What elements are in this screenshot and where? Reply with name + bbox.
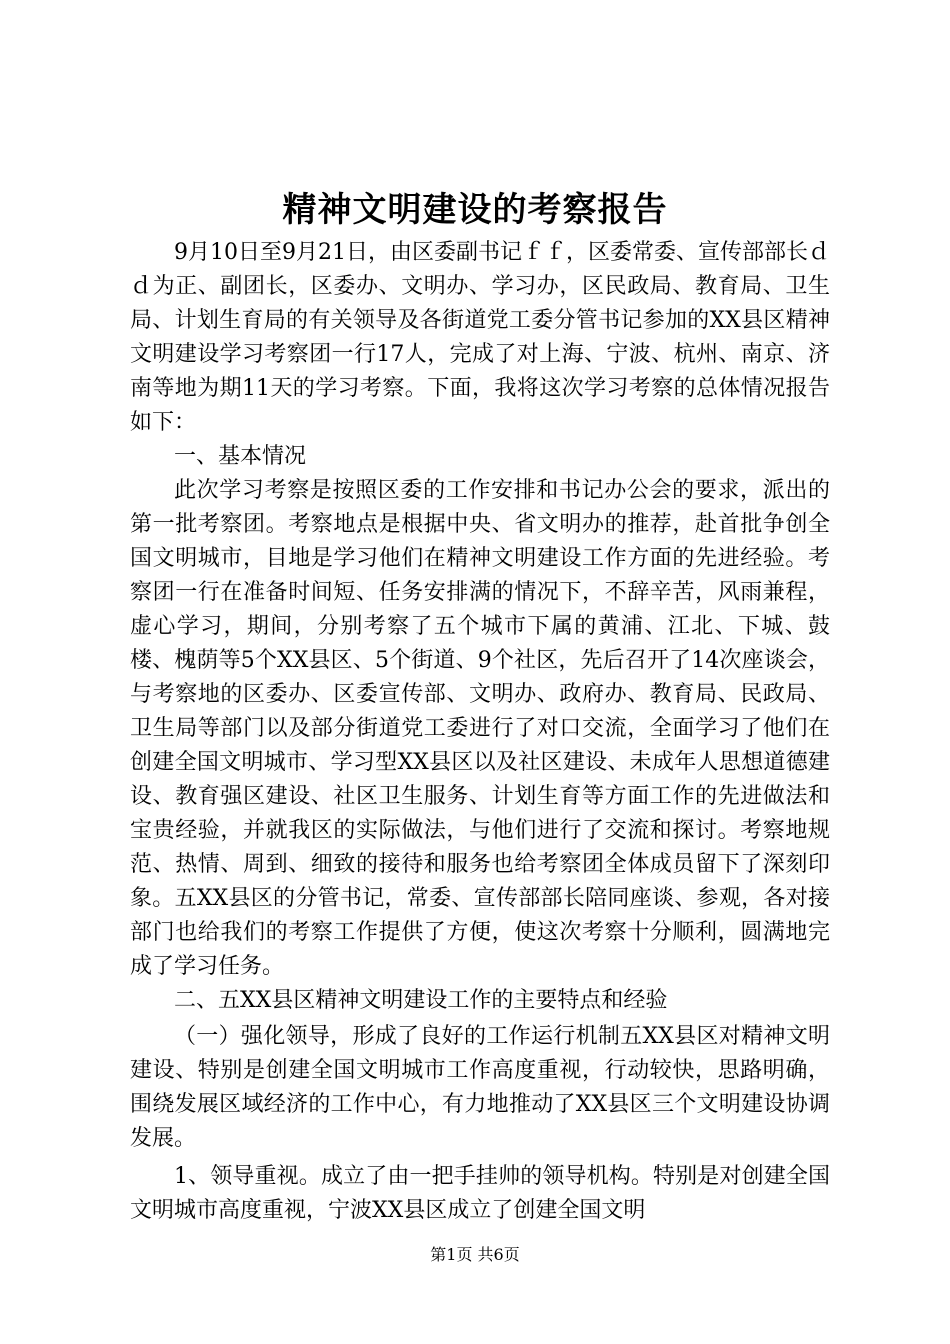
paragraph-basic-situation: 此次学习考察是按照区委的工作安排和书记办公会的要求，派出的第一批考察团。考察地点是根据中央、省文明办的推荐，赴首批争创全国文明城市，目地是学习他们在精神文明建设工作方面的先进经验。考察团一行在准备时间短、任务安排满的情况下，不辞辛苦，风雨兼程，虚心学习，期间，分别考察了五个城市下属的黄浦、江北、下城、鼓楼、槐荫等5个XX县区、5个街道、9个社区，先后召开了14次座谈会，与考察地的区委办、区委宣传部、文明办、政府办、教育局、民政局、卫生局等部门以及部分街道党工委进行了对口交流，全面学习了他们在创建全国文明城市、学习型XX县区以及社区建设、未成年人思想道德建设、教育强区建设、社区卫生服务、计划生育等方面工作的先进做法和宝贵经验，并就我区的实际做法，与他们进行了交流和探讨。考察地规范、热情、周到、细致的接待和服务也给考察团全体成员留下了深刻印象。五XX县区的分管书记，常委、宣传部部长陪同座谈、参观，各对接部门也给我们的考察工作提供了方便，使这次考察十分顺利，圆满地完成了学习任务。	[130, 478, 830, 979]
paragraph-leadership-point-1: 1、领导重视。成立了由一把手挂帅的领导机构。特别是对创建全国文明城市高度重视，宁波XX县区成立了创建全国文明	[130, 1164, 830, 1223]
document-title: 精神文明建设的考察报告	[282, 190, 668, 230]
document-body	[130, 236, 830, 1228]
page-footer: 第1页 共6页	[430, 1245, 520, 1264]
section-heading-features: 二、五XX县区精神文明建设工作的主要特点和经验	[174, 988, 668, 1013]
paragraph-intro: 9月10日至9月21日，由区委副书记ｆｆ，区委常委、宣传部部长ｄｄ为正、副团长，区委办、文明办、学习办，区民政局、教育局、卫生局、计划生育局的有关领导及各街道党工委分管书记参加的XX县区精神文明建设学习考察团一行17人，完成了对上海、宁波、杭州、南京、济南等地为期11天的学习考察。下面，我将这次学习考察的总体情况报告如下：	[130, 240, 830, 435]
section-heading-basic-situation: 一、基本情况	[174, 444, 307, 469]
paragraph-leadership: （一）强化领导，形成了良好的工作运行机制五XX县区对精神文明建设、特别是创建全国文明城市工作高度重视，行动较快，思路明确，围绕发展区域经济的工作中心，有力地推动了XX县区三个文明建设协调发展。	[130, 1024, 830, 1151]
